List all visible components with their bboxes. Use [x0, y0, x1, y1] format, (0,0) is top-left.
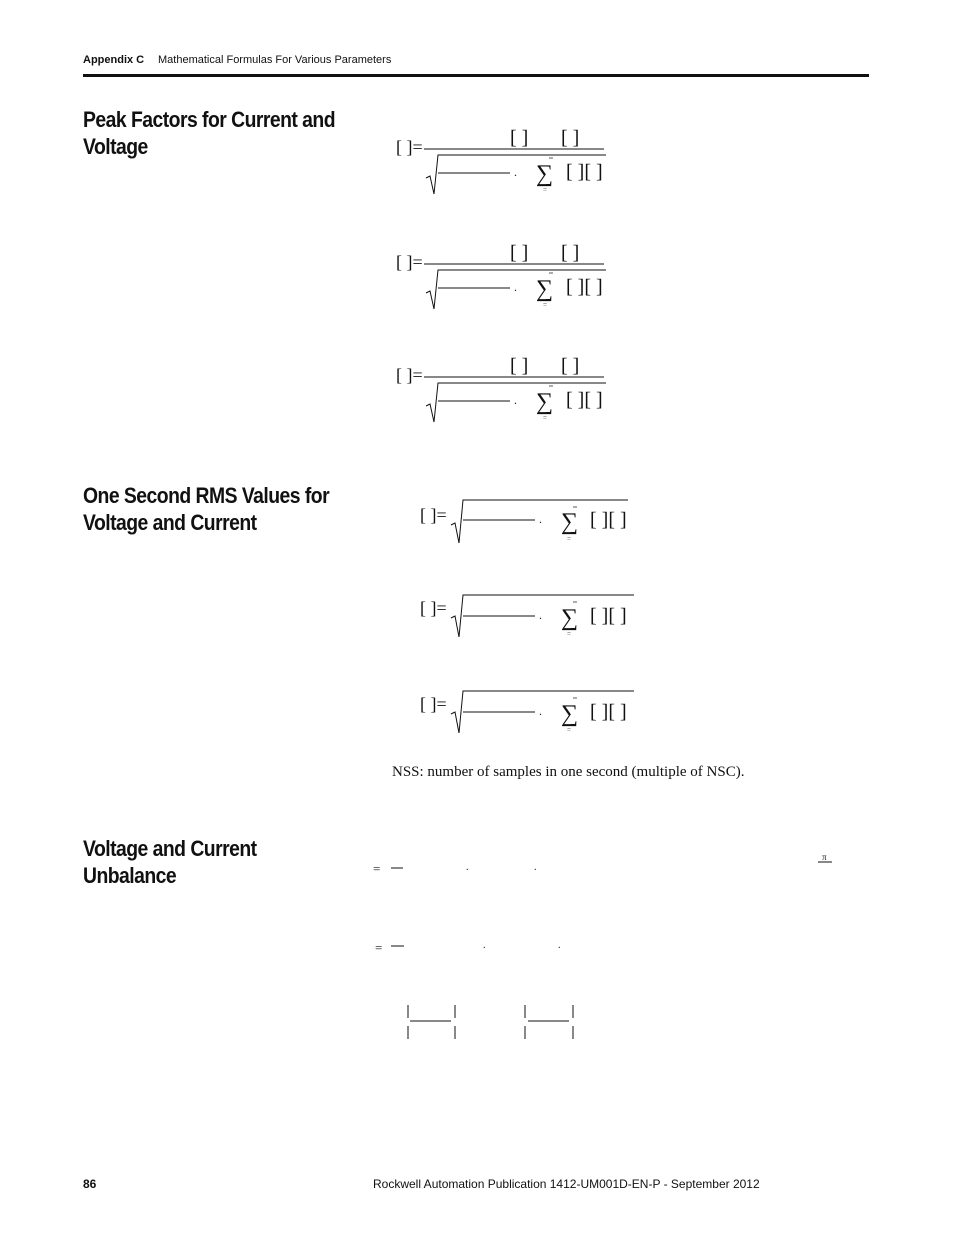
unbalance-formula [375, 940, 561, 955]
peak-factor-formula [396, 242, 606, 309]
formula-double-bracket: [ ][ ] [566, 276, 603, 298]
unbalance-formula [373, 852, 832, 876]
formula-lhs: [ ]= [396, 365, 423, 385]
sigma-lower-mark: = [543, 414, 547, 422]
dot-operator: . [539, 704, 542, 718]
equals-sign: = [375, 940, 383, 955]
formula-double-bracket: [ ][ ] [590, 509, 627, 531]
formula-lhs: [ ]= [396, 252, 423, 272]
formula-double-bracket: [ ][ ] [590, 701, 627, 723]
sigma-symbol: ∑ [536, 161, 554, 187]
sigma-lower-mark: = [543, 301, 547, 309]
sigma-symbol: ∑ [561, 701, 579, 727]
sigma-lower-mark: = [567, 726, 571, 734]
dot-operator: . [514, 165, 517, 179]
formula-bracket: [ ] [510, 127, 529, 149]
nss-note: NSS: number of samples in one second (multiple of NSC). [392, 764, 745, 780]
peak-factor-formula [396, 355, 606, 422]
dot-operator: . [514, 280, 517, 294]
rms-formula [420, 595, 634, 638]
sigma-symbol: ∑ [536, 276, 554, 302]
dot-operator: . [466, 862, 469, 873]
formula-double-bracket: [ ][ ] [566, 161, 603, 183]
unbalance-ratio [408, 1005, 455, 1039]
formula-lhs: [ ]= [396, 137, 423, 157]
sigma-symbol: ∑ [536, 389, 554, 415]
heading-line: Voltage [83, 134, 148, 159]
dot-operator: . [539, 512, 542, 526]
formula-bracket: [ ] [561, 127, 580, 149]
pi-symbol: π [822, 852, 827, 862]
sigma-lower-mark: = [567, 630, 571, 638]
sigma-symbol: ∑ [561, 605, 579, 631]
sigma-lower-mark: = [543, 186, 547, 194]
rms-formula [420, 500, 628, 543]
formula-lhs: [ ]= [420, 505, 447, 525]
heading-line: Voltage and Current [83, 510, 257, 535]
formula-double-bracket: [ ][ ] [590, 605, 627, 627]
formula-bracket: [ ] [510, 242, 529, 264]
dot-operator: . [558, 940, 561, 951]
header-appendix: Appendix C [83, 54, 145, 66]
sigma-lower-mark: = [567, 535, 571, 543]
heading-line: One Second RMS Values for [83, 483, 330, 508]
formula-bracket: [ ] [561, 242, 580, 264]
formula-bracket: [ ] [561, 355, 580, 377]
formula-lhs: [ ]= [420, 598, 447, 618]
page-number: 86 [83, 1177, 97, 1191]
heading-line: Peak Factors for Current and [83, 107, 336, 132]
heading-line: Unbalance [83, 863, 177, 888]
unbalance-ratio [525, 1005, 573, 1039]
formula-double-bracket: [ ][ ] [566, 389, 603, 411]
equals-sign: = [373, 861, 381, 876]
formula-bracket: [ ] [510, 355, 529, 377]
dot-operator: . [483, 940, 486, 951]
header-chapter-title: Mathematical Formulas For Various Parameters [158, 54, 392, 66]
dot-operator: . [539, 608, 542, 622]
rms-formula [420, 691, 634, 734]
publication-info: Rockwell Automation Publication 1412-UM001D-EN-P - September 2012 [373, 1177, 760, 1191]
sigma-symbol: ∑ [561, 509, 579, 535]
peak-factor-formula [396, 127, 606, 194]
dot-operator: . [534, 862, 537, 873]
formula-lhs: [ ]= [420, 694, 447, 714]
dot-operator: . [514, 393, 517, 407]
heading-line: Voltage and Current [83, 836, 257, 861]
